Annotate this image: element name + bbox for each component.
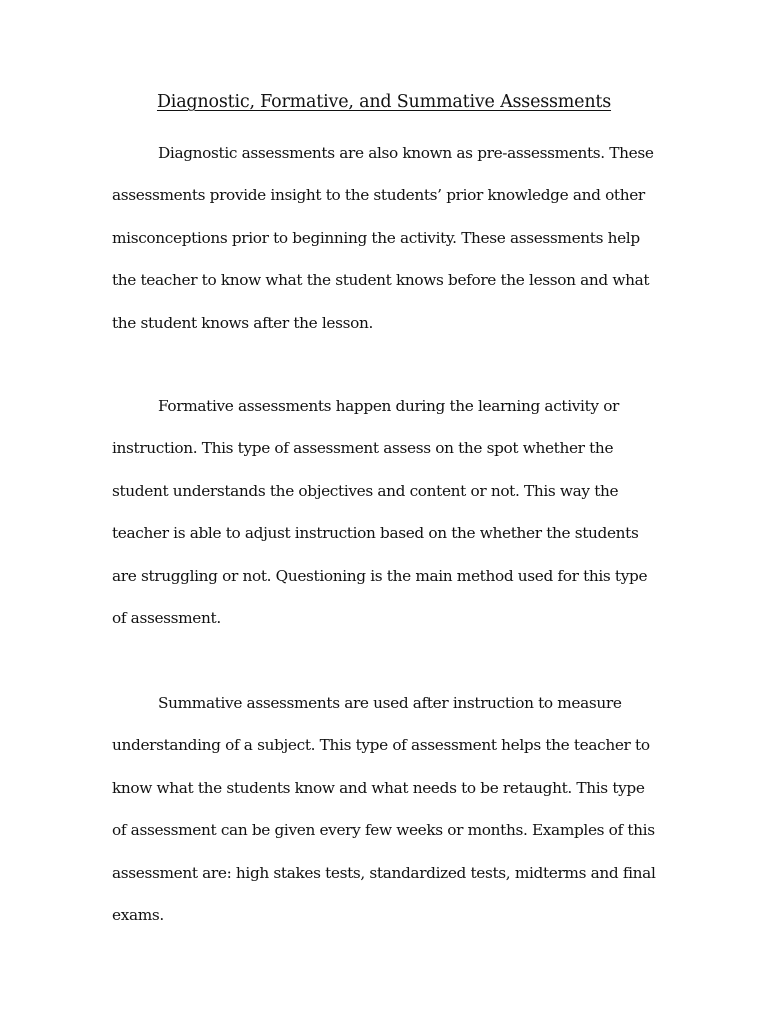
paragraph-summative: Summative assessments are used after instruction to measure understanding of a subject. This type of assessment helps the teacher to know what the students know and what needs to be retaught. This type of assessment can be given every few weeks or months. Examples of this assessment are: high stakes tests, standardized tests, midterms and final exams. — [112, 694, 656, 925]
paragraph-diagnostic: Diagnostic assessments are also known as pre-assessments. These assessments provide insight to the students’ prior knowledge and other misconceptions prior to beginning the activity. These assessments help the teacher to know what the student knows before the lesson and what the student knows after the lesson. — [112, 144, 654, 332]
paragraph-formative: Formative assessments happen during the learning activity or instruction. This type of assessment assess on the spot whether the student understands the objectives and content or not. This way the teacher is able to adjust instruction based on the whether the students are struggling or not. Questioning is the main method used for this type of assessment. — [112, 397, 648, 628]
document-title: Diagnostic, Formative, and Summative Assessments — [156, 92, 612, 112]
